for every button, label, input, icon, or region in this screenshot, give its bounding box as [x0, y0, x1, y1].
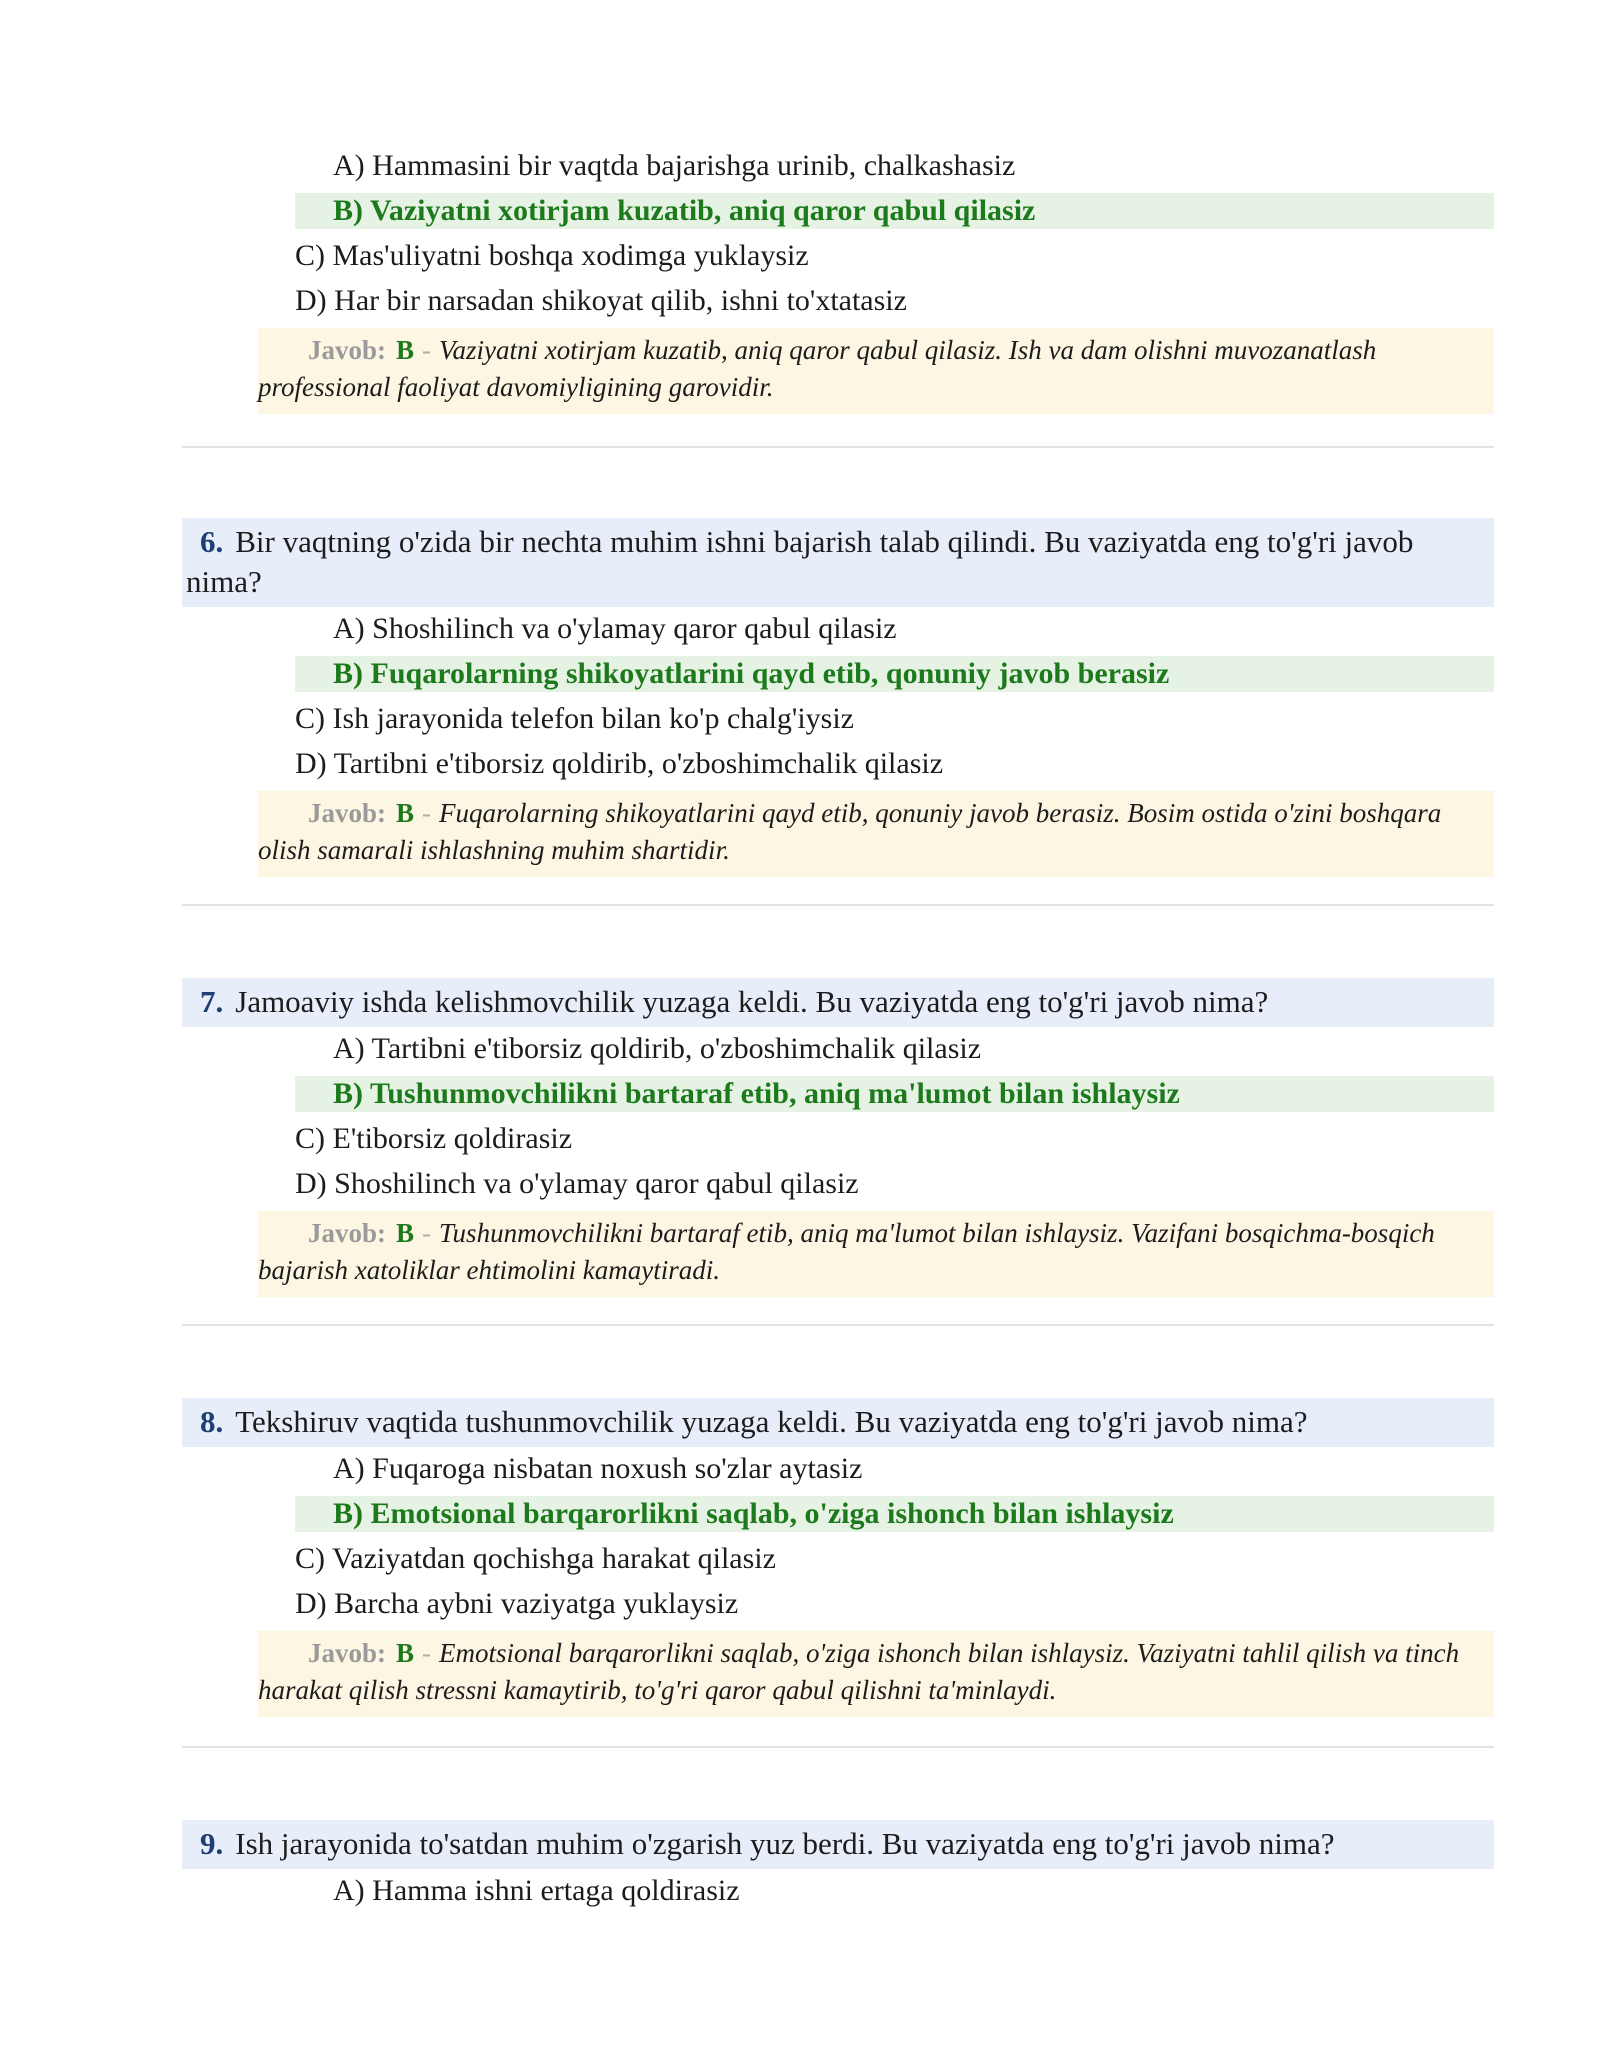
option-list: [182, 1031, 1494, 1202]
option-d: D) Shoshilinch va o'ylamay qaror qabul qilasiz: [295, 1167, 859, 1200]
option-a: A) Hammasini bir vaqtda bajarishga urinib, chalkashasiz: [333, 149, 1016, 182]
question-header: [182, 1820, 1494, 1869]
answer-box: [258, 1211, 1494, 1297]
question-header: [182, 1398, 1494, 1447]
option-b-correct: B) Emotsional barqarorlikni saqlab, o'ziga ishonch bilan ishlaysiz: [295, 1496, 1494, 1532]
answer-text: Emotsional barqarorlikni saqlab, o'ziga ishonch bilan ishlaysiz. Vaziyatni tahlil qilish va tinch harakat qilish stressni kamaytirib, to'g'ri qaror qabul qilishni ta'minlaydi.: [258, 1638, 1460, 1705]
question-number: 8.: [200, 1404, 224, 1439]
option-list: [182, 1451, 1494, 1622]
answer-letter: B: [396, 335, 415, 365]
question-number: 9.: [200, 1826, 224, 1861]
answer-dash: -: [422, 1218, 432, 1248]
answer-text: Vaziyatni xotirjam kuzatib, aniq qaror qabul qilasiz. Ish va dam olishni muvozanatlash professional faoliyat davomiyligining garovidir.: [258, 335, 1377, 402]
option-c: C) Mas'uliyatni boshqa xodimga yuklaysiz: [295, 239, 809, 272]
answer-label: Javob:: [308, 335, 387, 365]
answer-text: Fuqarolarning shikoyatlarini qayd etib, qonuniy javob berasiz. Bosim ostida o'zini boshqara olish samarali ishlashning muhim shartidir.: [258, 798, 1442, 865]
answer-label: Javob:: [308, 1638, 387, 1668]
option-a: A) Tartibni e'tiborsiz qoldirib, o'zboshimchalik qilasiz: [333, 1032, 982, 1065]
answer-box: [258, 791, 1494, 877]
option-d: D) Tartibni e'tiborsiz qoldirib, o'zboshimchalik qilasiz: [295, 747, 944, 780]
divider: [182, 1746, 1494, 1748]
question-text: Ish jarayonida to'satdan muhim o'zgarish yuz berdi. Bu vaziyatda eng to'g'ri javob nima?: [235, 1826, 1335, 1861]
question-9: [182, 1820, 1494, 1918]
option-list: [182, 611, 1494, 782]
answer-letter: B: [396, 798, 415, 828]
question-6: [182, 518, 1494, 877]
answer-letter: B: [396, 1218, 415, 1248]
option-b-correct: B) Fuqarolarning shikoyatlarini qayd etib, qonuniy javob berasiz: [295, 656, 1494, 692]
question-header: [182, 978, 1494, 1027]
question-8: [182, 1398, 1494, 1717]
answer-dash: -: [422, 335, 432, 365]
question-text: Bir vaqtning o'zida bir nechta muhim ishni bajarish talab qilindi. Bu vaziyatda eng to'g'ri javob nima?: [186, 524, 1414, 599]
question-number: 7.: [200, 984, 224, 1019]
option-a: A) Fuqaroga nisbatan noxush so'zlar aytasiz: [333, 1452, 863, 1485]
option-b-correct: B) Tushunmovchilikni bartaraf etib, aniq ma'lumot bilan ishlaysiz: [295, 1076, 1494, 1112]
option-c: C) Ish jarayonida telefon bilan ko'p chalg'iysiz: [295, 702, 854, 735]
answer-dash: -: [422, 1638, 432, 1668]
answer-text: Tushunmovchilikni bartaraf etib, aniq ma'lumot bilan ishlaysiz. Vazifani bosqichma-bosqich bajarish xatoliklar ehtimolini kamaytiradi.: [258, 1218, 1435, 1285]
option-a: A) Shoshilinch va o'ylamay qaror qabul qilasiz: [333, 612, 897, 645]
question-text: Tekshiruv vaqtida tushunmovchilik yuzaga keldi. Bu vaziyatda eng to'g'ri javob nima?: [235, 1404, 1308, 1439]
option-c: C) Vaziyatdan qochishga harakat qilasiz: [295, 1542, 776, 1575]
divider: [182, 446, 1494, 448]
question-header: [182, 518, 1494, 607]
divider: [182, 1324, 1494, 1326]
option-list: [182, 148, 1494, 319]
question-5-tail: [182, 148, 1494, 414]
divider: [182, 904, 1494, 906]
question-number: 6.: [200, 524, 224, 559]
option-list: [182, 1873, 1494, 1909]
question-7: [182, 978, 1494, 1297]
answer-box: [258, 328, 1494, 414]
option-b-correct: B) Vaziyatni xotirjam kuzatib, aniq qaror qabul qilasiz: [295, 193, 1494, 229]
option-d: D) Barcha aybni vaziyatga yuklaysiz: [295, 1587, 739, 1620]
option-a: A) Hamma ishni ertaga qoldirasiz: [333, 1874, 740, 1907]
option-c: C) E'tiborsiz qoldirasiz: [295, 1122, 573, 1155]
answer-dash: -: [422, 798, 432, 828]
answer-label: Javob:: [308, 1218, 387, 1248]
answer-label: Javob:: [308, 798, 387, 828]
question-text: Jamoaviy ishda kelishmovchilik yuzaga keldi. Bu vaziyatda eng to'g'ri javob nima?: [235, 984, 1269, 1019]
answer-letter: B: [396, 1638, 415, 1668]
answer-box: [258, 1631, 1494, 1717]
option-d: D) Har bir narsadan shikoyat qilib, ishni to'xtatasiz: [295, 284, 907, 317]
